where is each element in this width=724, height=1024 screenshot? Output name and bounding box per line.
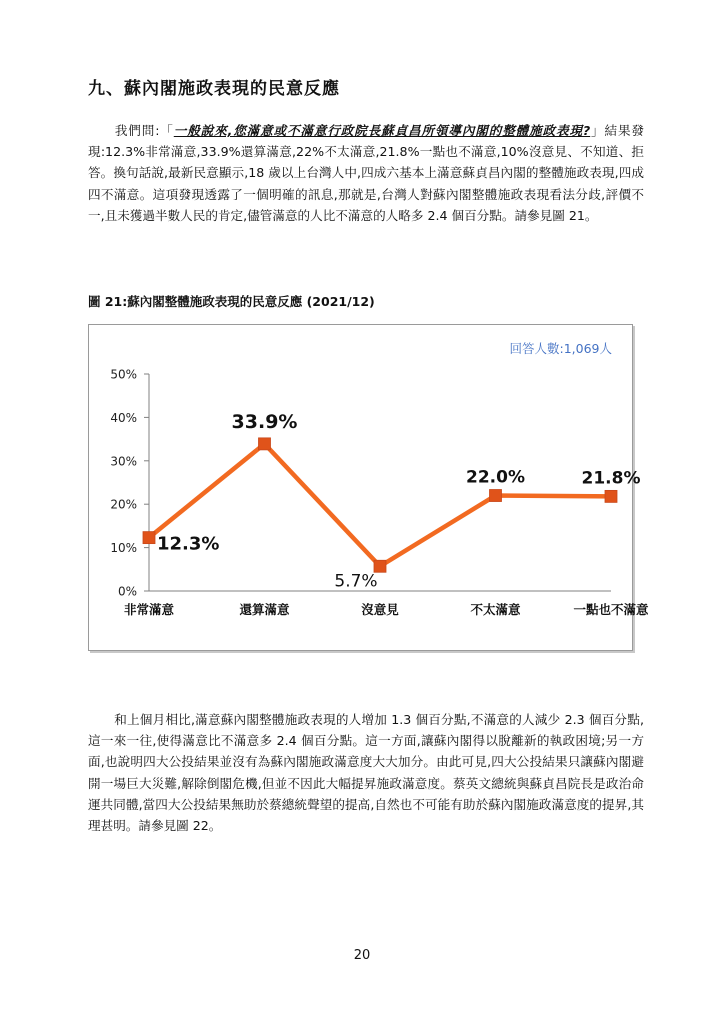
paragraph-1-body: 結果發現:12.3%非常滿意,33.9%還算滿意,22%不太滿意,21.8%一點也不滿意,10%沒意見、不知道、拒答。換句話說,最新民意顯示,18 歲以上台灣人中,四成六基本上滿意蘇貞昌內閣的整體施政表現,四成四不滿意。這項發現透露了一個明確的訊息,那就是,台灣人對蘇內閣整體施政表現看法分歧,評價不一,且未獲過半數人民的肯定,儘管滿意的人比不滿意的人略多 2.4 個百分點。請參見圖 21。 xyxy=(88,123,645,223)
question-close: 」 xyxy=(590,123,605,138)
survey-question: 一般說來,您滿意或不滿意行政院長蘇貞昌所領導內閣的整體施政表現? xyxy=(173,123,591,138)
y-tick-label: 10% xyxy=(110,541,137,556)
x-tick-label: 不太滿意 xyxy=(470,602,521,617)
page-number: 20 xyxy=(353,948,371,963)
paragraph-1 xyxy=(88,120,644,226)
line-chart xyxy=(88,324,649,651)
chart-svg xyxy=(89,325,649,650)
paragraph-2 xyxy=(88,709,644,836)
y-tick-label: 30% xyxy=(110,454,137,469)
data-label: 5.7% xyxy=(334,571,378,592)
y-tick-label: 0% xyxy=(117,584,137,599)
x-tick-label: 非常滿意 xyxy=(123,602,175,617)
data-point-marker xyxy=(259,438,271,450)
x-tick-label: 沒意見 xyxy=(361,602,399,617)
data-label: 12.3% xyxy=(157,533,220,555)
data-label: 21.8% xyxy=(581,468,641,489)
section-title: 九、蘇內閣施政表現的民意反應 xyxy=(88,79,340,99)
data-label: 22.0% xyxy=(466,467,525,488)
question-intro: 我們問:「 xyxy=(114,123,174,138)
data-point-marker xyxy=(490,490,502,502)
y-tick-label: 20% xyxy=(110,497,137,512)
respondents-annotation: 回答人數:1,069人 xyxy=(509,341,612,356)
y-tick-label: 50% xyxy=(110,367,137,382)
data-point-marker xyxy=(605,490,617,502)
data-label: 33.9% xyxy=(231,410,298,433)
data-point-marker xyxy=(143,532,155,544)
figure-caption: 圖 21:蘇內閣整體施政表現的民意反應 (2021/12) xyxy=(88,294,375,309)
x-tick-label: 還算滿意 xyxy=(239,602,290,617)
paragraph-2-body: 和上個月相比,滿意蘇內閣整體施政表現的人增加 1.3 個百分點,不滿意的人減少 2.3 個百分點,這一來一往,使得滿意比不滿意多 2.4 個百分點。這一方面,讓蘇內閣得以脫離新的執政困境;另一方面,也說明四大公投結果並沒有為蘇內閣施政滿意度大大加分。由此可見,四大公投結果只讓蘇內閣避開一場巨大災難,解除倒閣危機,但並不因此大幅提昇施政滿意度。蔡英文總統與蘇貞昌院長是政治命運共同體,當四大公投結果無助於蔡總統聲望的提高,自然也不可能有助於蘇內閣施政滿意度的提昇,其理甚明。請參見圖 22。 xyxy=(88,712,644,834)
y-tick-label: 40% xyxy=(110,410,137,425)
x-tick-label: 一點也不滿意 xyxy=(573,602,649,617)
